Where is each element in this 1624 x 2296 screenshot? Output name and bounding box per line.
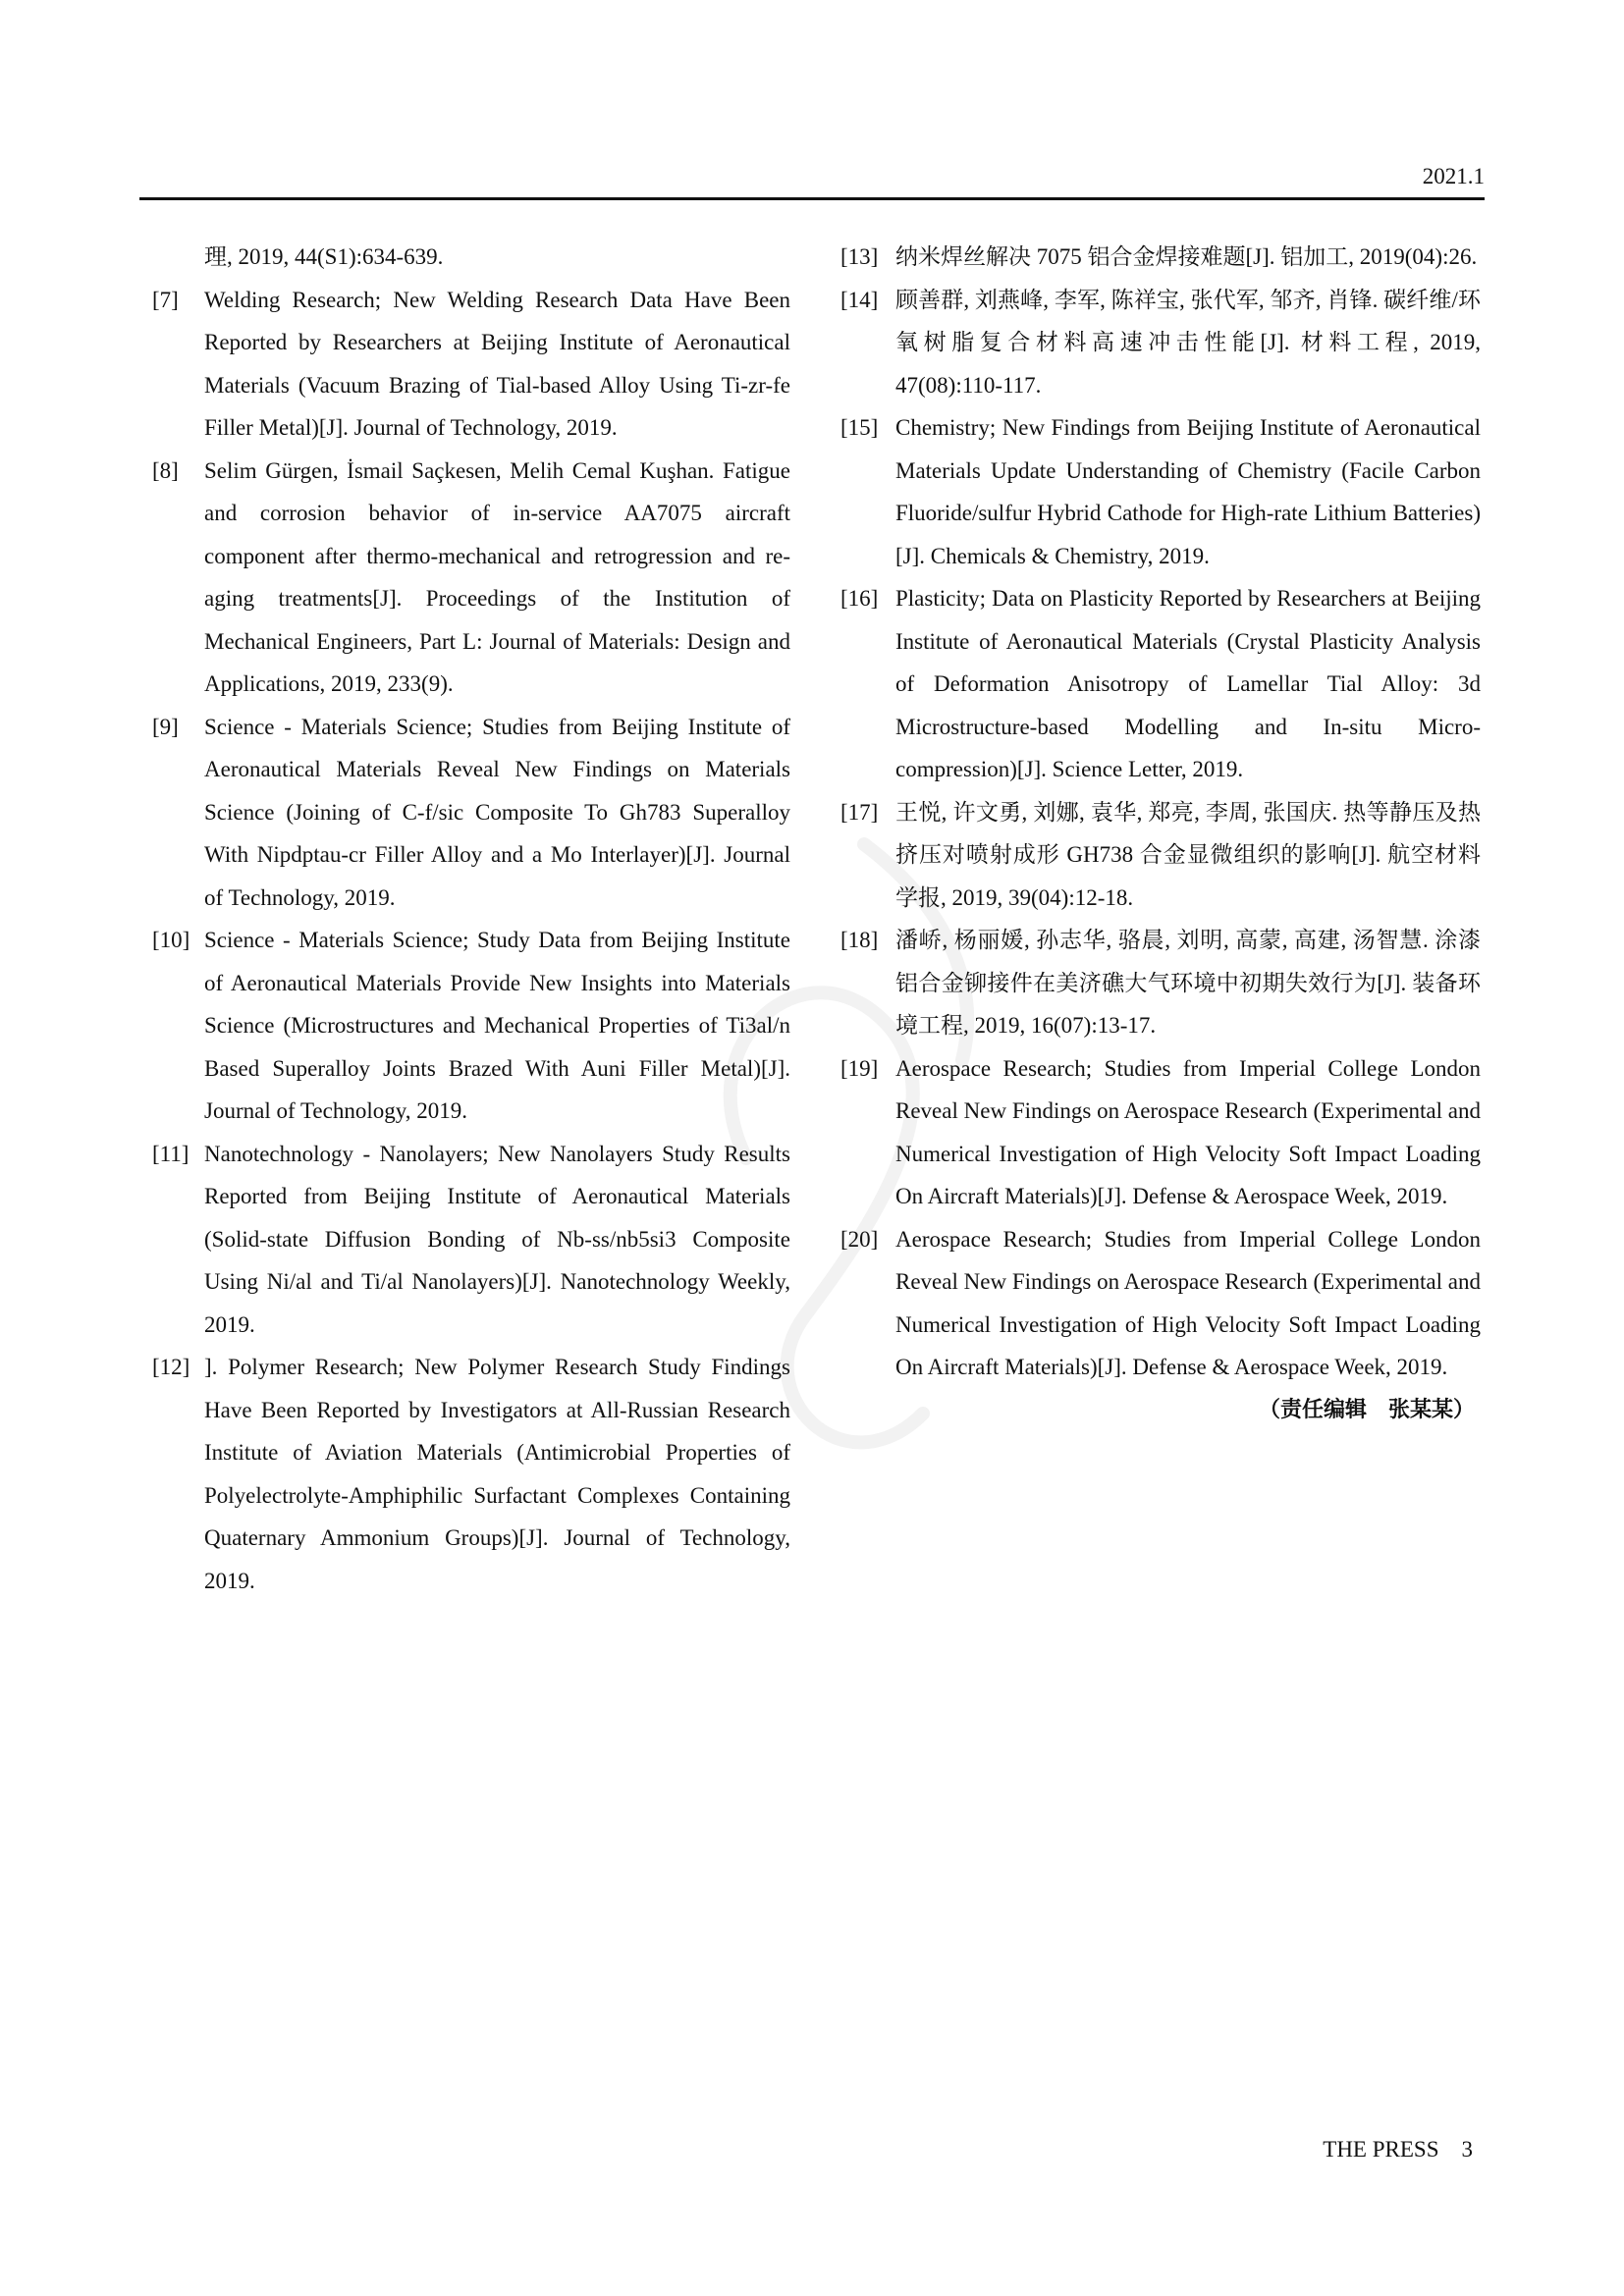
reference-text: Aerospace Research; Studies from Imperial College London Reveal New Findings on Aerospace Research (Experimental and Numerical Investigation of High Velocity Soft Impact Loading On Aircraft Materials)[J]. Defense & Aerospace Week, 2019.: [895, 1055, 1481, 1208]
reference-text: 纳米焊丝解决 7075 铝合金焊接难题[J]. 铝加工, 2019(04):26.: [895, 244, 1478, 269]
reference-item: [840, 1047, 1481, 1218]
right-column: [840, 236, 1481, 1431]
reference-number: [9]: [152, 714, 179, 739]
reference-continuation: 理, 2019, 44(S1):634-639.: [204, 244, 444, 269]
reference-number: [20]: [840, 1226, 879, 1252]
reference-number: [11]: [152, 1141, 189, 1166]
reference-number: [16]: [840, 586, 879, 611]
reference-item: [840, 791, 1481, 920]
reference-item: [840, 577, 1481, 791]
reference-text: Chemistry; New Findings from Beijing Institute of Aeronautical Materials Update Understanding of Chemistry (Facile Carbon Fluoride/sulfur Hybrid Cathode for High-rate Lithium Batteries)[J]. Chemicals & Chemistry, 2019.: [895, 415, 1481, 568]
reference-text: Welding Research; New Welding Research Data Have Been Reported by Researchers at Beijing Institute of Aeronautical Materials (Vacuum Brazing of Tial-based Alloy Using Ti-zr-fe Filler Metal)[J]. Journal of Technology, 2019.: [204, 287, 790, 440]
reference-text: Plasticity; Data on Plasticity Reported by Researchers at Beijing Institute of Aeronautical Materials (Crystal Plasticity Analysis of Deformation Anisotropy of Lamellar Tial Alloy: 3d Microstructure-based Modelling and In-situ Micro-compression)[J]. Science Letter, 2019.: [895, 586, 1481, 781]
reference-item: [152, 450, 790, 706]
reference-item: [840, 919, 1481, 1047]
reference-item: [152, 1133, 790, 1347]
header-date: 2021.1: [1422, 164, 1485, 188]
reference-number: [17]: [840, 799, 879, 825]
reference-text: Aerospace Research; Studies from Imperial College London Reveal New Findings on Aerospace Research (Experimental and Numerical Investigation of High Velocity Soft Impact Loading On Aircraft Materials)[J]. Defense & Aerospace Week, 2019.: [895, 1226, 1481, 1379]
reference-item: [840, 1218, 1481, 1389]
reference-item: [840, 406, 1481, 577]
reference-text: Selim Gürgen, İsmail Saçkesen, Melih Cemal Kuşhan. Fatigue and corrosion behavior of in-service AA7075 aircraft component after thermo-mechanical and retrogression and re-aging treatments[J]. Proceedings of the Institution of Mechanical Engineers, Part L: Journal of Materials: Design and Applications, 2019, 233(9).: [204, 457, 790, 696]
reference-number: [8]: [152, 457, 179, 483]
reference-number: [14]: [840, 287, 879, 312]
reference-number: [15]: [840, 415, 879, 440]
page-footer: THE PRESS 3: [1323, 2137, 1473, 2162]
reference-number: [12]: [152, 1355, 190, 1379]
reference-item: [840, 236, 1481, 279]
left-column: [152, 236, 790, 1602]
reference-text: ]. Polymer Research; New Polymer Research Study Findings Have Been Reported by Investigators at All-Russian Research Institute of Aviation Materials (Antimicrobial Properties of Polyelectrolyte-Amphiphilic Surfactant Complexes Containing Quaternary Ammonium Groups)[J]. Journal of Technology, 2019.: [204, 1355, 790, 1593]
reference-number: [18]: [840, 928, 879, 952]
reference-item: [152, 1346, 790, 1602]
reference-number: [19]: [840, 1055, 879, 1081]
reference-number: [13]: [840, 244, 879, 269]
reference-text: Science - Materials Science; Studies from Beijing Institute of Aeronautical Materials Reveal New Findings on Materials Science (Joining of C-f/sic Composite To Gh783 Superalloy With Nipdptau-cr Filler Alloy and a Mo Interlayer)[J]. Journal of Technology, 2019.: [204, 714, 790, 910]
reference-item: [152, 919, 790, 1133]
reference-text: 王悦, 许文勇, 刘娜, 袁华, 郑亮, 李周, 张国庆. 热等静压及热挤压对喷射成形 GH738 合金显微组织的影响[J]. 航空材料学报, 2019, 39(04):12-18.: [895, 799, 1481, 910]
reference-number: [7]: [152, 287, 179, 312]
responsible-editor: （责任编辑 张某某）: [1258, 1397, 1475, 1422]
reference-text: Nanotechnology - Nanolayers; New Nanolayers Study Results Reported from Beijing Institute of Aeronautical Materials (Solid-state Diffusion Bonding of Nb-ss/nb5si3 Composite Using Ni/al and Ti/al Nanolayers)[J]. Nanotechnology Weekly, 2019.: [204, 1141, 790, 1337]
reference-item: [152, 706, 790, 920]
reference-text: Science - Materials Science; Study Data from Beijing Institute of Aeronautical Materials Provide New Insights into Materials Science (Microstructures and Mechanical Properties of Ti3al/n Based Superalloy Joints Brazed With Auni Filler Metal)[J]. Journal of Technology, 2019.: [204, 928, 790, 1123]
reference-item: [840, 279, 1481, 407]
reference-item: [152, 279, 790, 450]
reference-text: 顾善群, 刘燕峰, 李军, 陈祥宝, 张代军, 邹齐, 肖锋. 碳纤维/环氧树脂复合材料高速冲击性能[J]. 材料工程, 2019, 47(08):110-117.: [895, 287, 1481, 398]
reference-text: 潘峤, 杨丽媛, 孙志华, 骆晨, 刘明, 高蒙, 高建, 汤智慧. 涂漆铝合金铆接件在美济礁大气环境中初期失效行为[J]. 装备环境工程, 2019, 16(07):13-17.: [895, 928, 1481, 1038]
header-rule: [139, 197, 1485, 200]
reference-number: [10]: [152, 928, 190, 952]
